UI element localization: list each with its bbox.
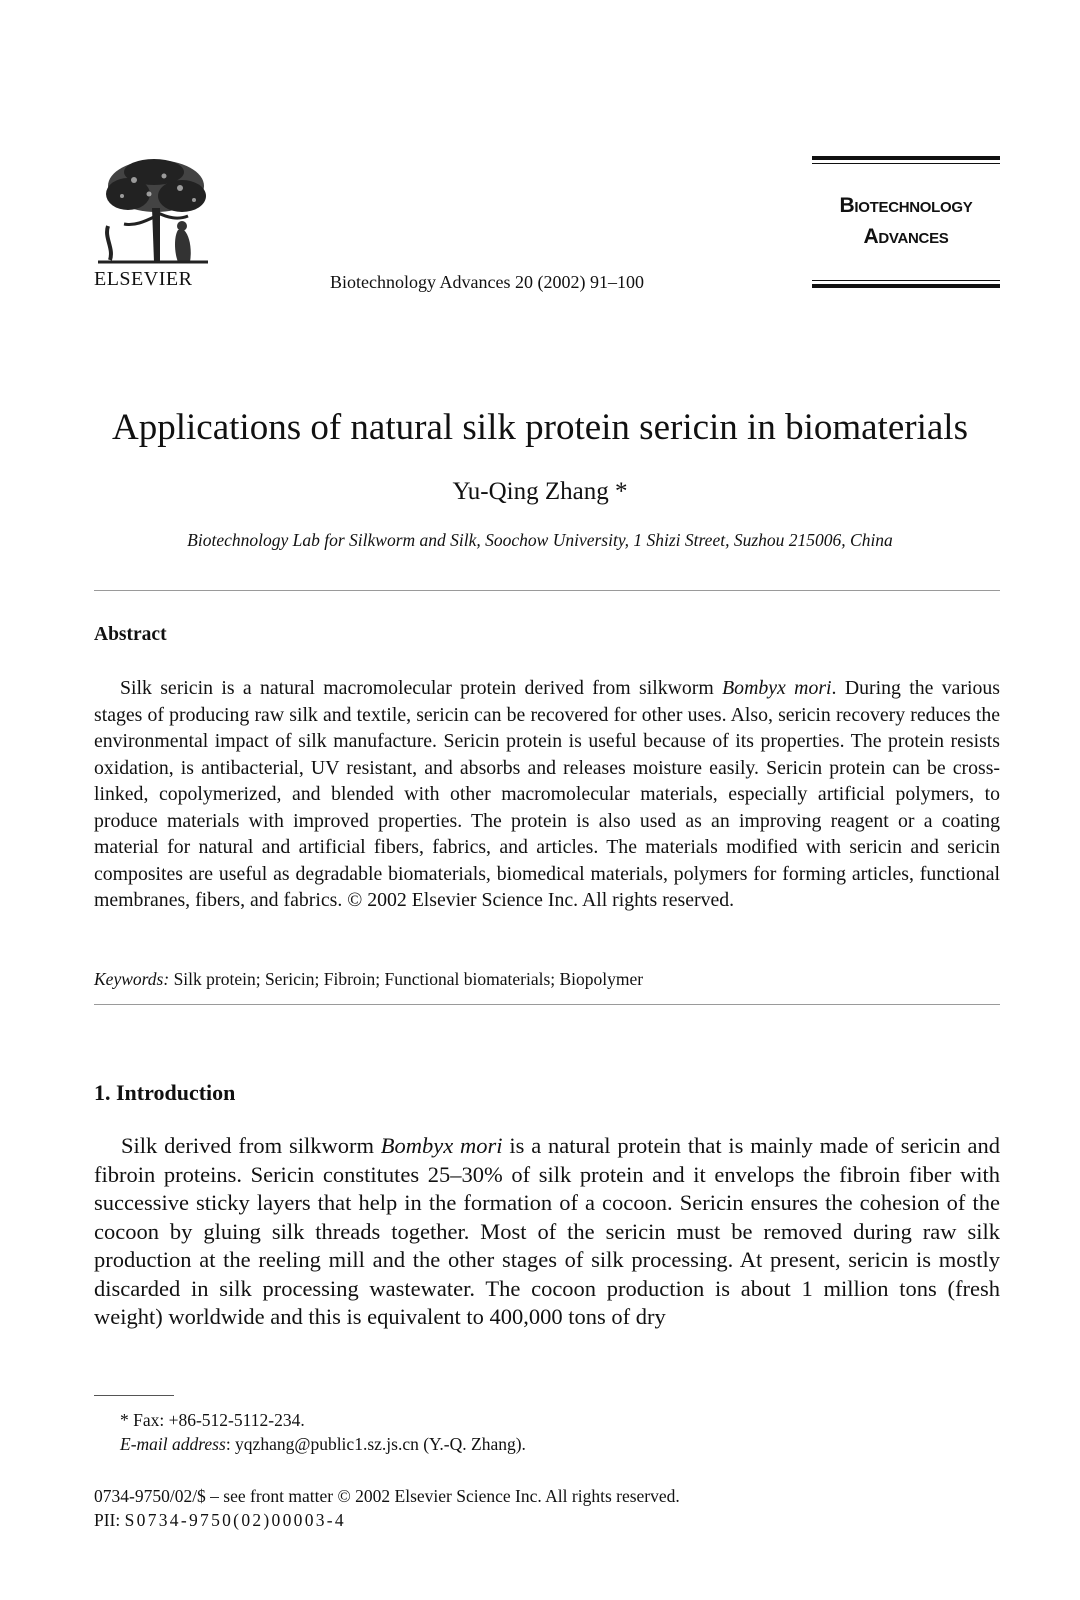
keywords-list: Silk protein; Sericin; Fibroin; Functional biomaterials; Biopolymer <box>173 969 644 989</box>
paper-title: Applications of natural silk protein sericin in biomaterials <box>112 407 968 448</box>
abstract-heading: Abstract <box>94 624 167 645</box>
front-matter-line: 0734-9750/02/$ – see front matter © 2002 Elsevier Science Inc. All rights reserved. <box>94 1486 680 1506</box>
journal-title-block <box>812 190 1000 252</box>
footnote-rule <box>94 1395 174 1396</box>
email-label: E-mail address <box>120 1434 226 1454</box>
section-heading-introduction: 1. Introduction <box>94 1080 236 1105</box>
author-name: Yu-Qing Zhang * <box>452 478 628 505</box>
elsevier-tree-icon <box>94 156 212 268</box>
species-name: Bombyx mori <box>722 677 832 699</box>
species-name: Bombyx mori <box>380 1133 503 1158</box>
footnote-fax: * Fax: +86-512-5112-234. <box>120 1410 305 1430</box>
footnote-email <box>120 1434 526 1455</box>
author-affiliation: Biotechnology Lab for Silkworm and Silk, Soochow University, 1 Shizi Street, Suzhou 215006, China <box>187 530 893 550</box>
journal-title-line2: Advances <box>863 225 949 248</box>
journal-reference: Biotechnology Advances 20 (2002) 91–100 <box>330 272 644 292</box>
divider-top <box>94 590 1000 591</box>
introduction-text: Silk derived from silkworm Bombyx mori is a natural protein that is mainly made of sericin and fibroin proteins. Sericin constitutes 25–30% of silk protein and it envelops the fibroin fiber with successive sticky layers that help in the formation of a cocoon. Sericin ensures the cohesion of the cocoon by gluing silk threads together. Most of the sericin must be removed during raw silk production at the reeling mill and the other stages of silk processing. At present, sericin is mostly discarded in silk processing wastewater. The cocoon production is about 1 million tons (fresh weight) worldwide and this is equivalent to 400,000 tons of dry <box>94 1133 1000 1329</box>
keywords-label: Keywords: <box>94 969 170 989</box>
journal-rule-top <box>812 156 1000 160</box>
journal-rule-bottom <box>812 284 1000 288</box>
pii-line: PII: S0734-9750(02)00003-4 <box>94 1510 346 1530</box>
journal-rule-bottom-thin <box>812 280 1000 281</box>
abstract-text: Silk sericin is a natural macromolecular protein derived from silkworm Bombyx mori. During the various stages of producing raw silk and textile, sericin can be recovered for other uses. Also, sericin recovery reduces the environmental impact of silk manufacture. Sericin protein is useful because of its properties. The protein resists oxidation, is antibacterial, UV resistant, and absorbs and releases moisture easily. Sericin protein can be cross-linked, copolymerized, and blended with other macromolecular materials, especially artificial polymers, to produce materials with improved properties. The protein is also used as an improving reagent or a coating material for natural and artificial fibers, fabrics, and articles. The materials modified with sericin and sericin composites are useful as degradable biomaterials, biomedical materials, polymers for forming articles, functional membranes, fibers, and fabrics. © 2002 Elsevier Science Inc. All rights reserved. <box>94 677 1000 911</box>
divider-bottom <box>94 1004 1000 1005</box>
keywords <box>94 969 643 990</box>
publisher-name: ELSEVIER <box>94 268 193 290</box>
journal-rule-top-thin <box>812 163 1000 164</box>
email-value: : yqzhang@public1.sz.js.cn (Y.-Q. Zhang). <box>225 1434 526 1454</box>
pii-code: S0734-9750(02)00003-4 <box>124 1510 346 1530</box>
journal-title-line1: Biotechnology <box>839 194 973 217</box>
